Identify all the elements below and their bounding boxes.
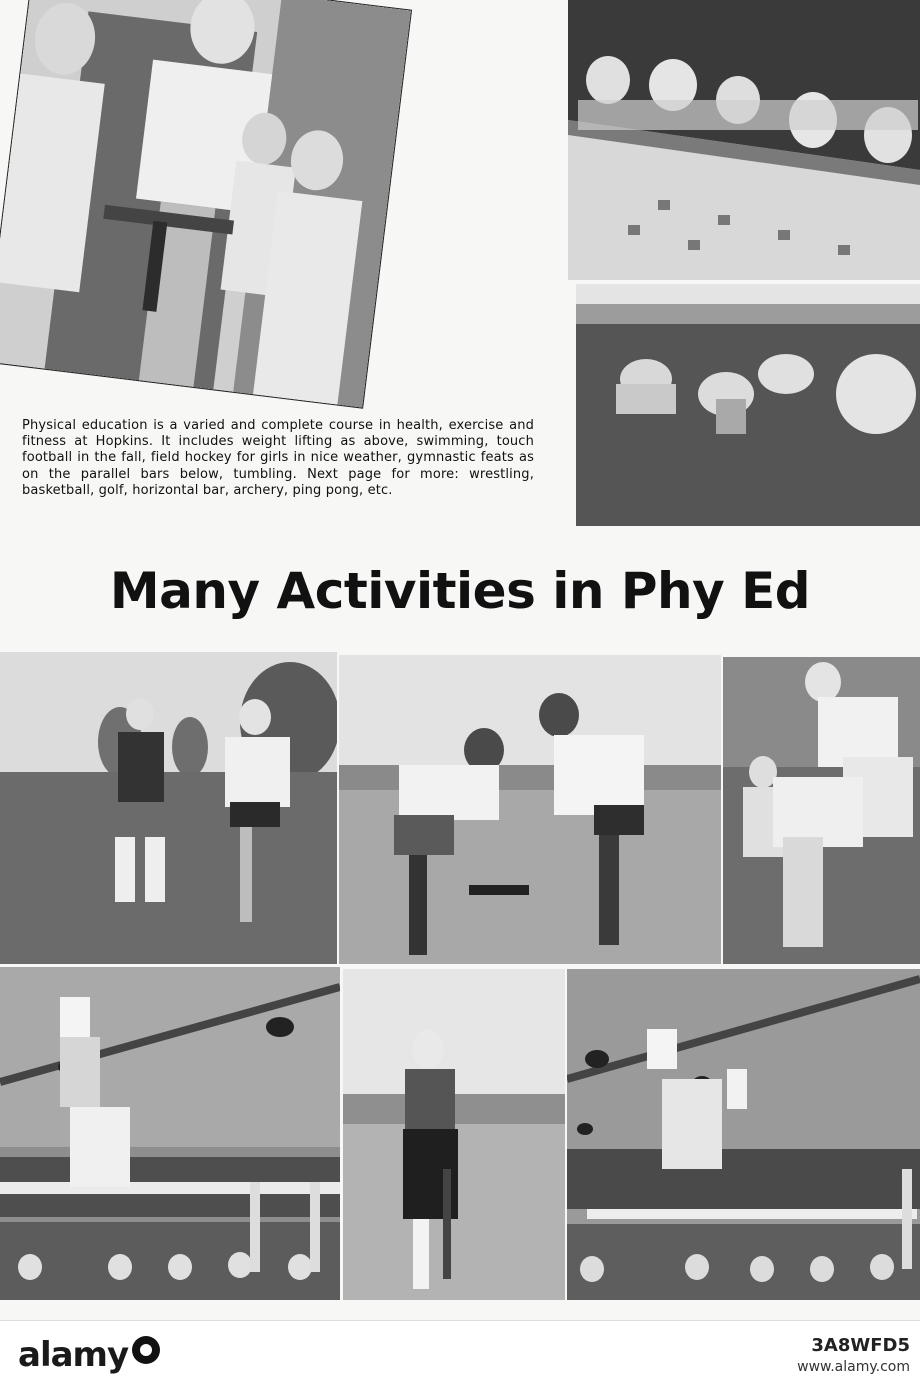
- image-id: 3A8WFD5: [811, 1335, 910, 1356]
- site-url: www.alamy.com: [797, 1359, 910, 1375]
- photo-weight-lifting: [0, 0, 411, 408]
- watermark-footer: [0, 1320, 920, 1391]
- photo-field-hockey-play: [339, 655, 721, 964]
- alamy-logo-text: alamy: [18, 1335, 129, 1375]
- alamy-logo: [18, 1335, 160, 1375]
- page-headline: Many Activities in Phy Ed: [109, 562, 811, 620]
- photo-parallel-bars-right: [567, 969, 920, 1300]
- photo-swimming: [568, 0, 920, 280]
- caption-text: Physical education is a varied and complete course in health, exercise and fitness at Hopkins. It includes weight lifting as above, swimming, touch football in the fall, field hockey for girls in nice weather, gymnastic feats as on the parallel bars below, tumbling. Next page for more: wrestling, basketball, golf, horizontal bar, archery, ping pong, etc.: [22, 418, 534, 498]
- alamy-logo-icon: [132, 1336, 160, 1364]
- photo-field-hockey-girl: [343, 969, 565, 1300]
- photo-field-hockey-pair: [0, 652, 337, 964]
- photo-tumbling: [723, 657, 920, 964]
- photo-parallel-bars-left: [0, 967, 340, 1300]
- photo-touch-football: [576, 284, 920, 526]
